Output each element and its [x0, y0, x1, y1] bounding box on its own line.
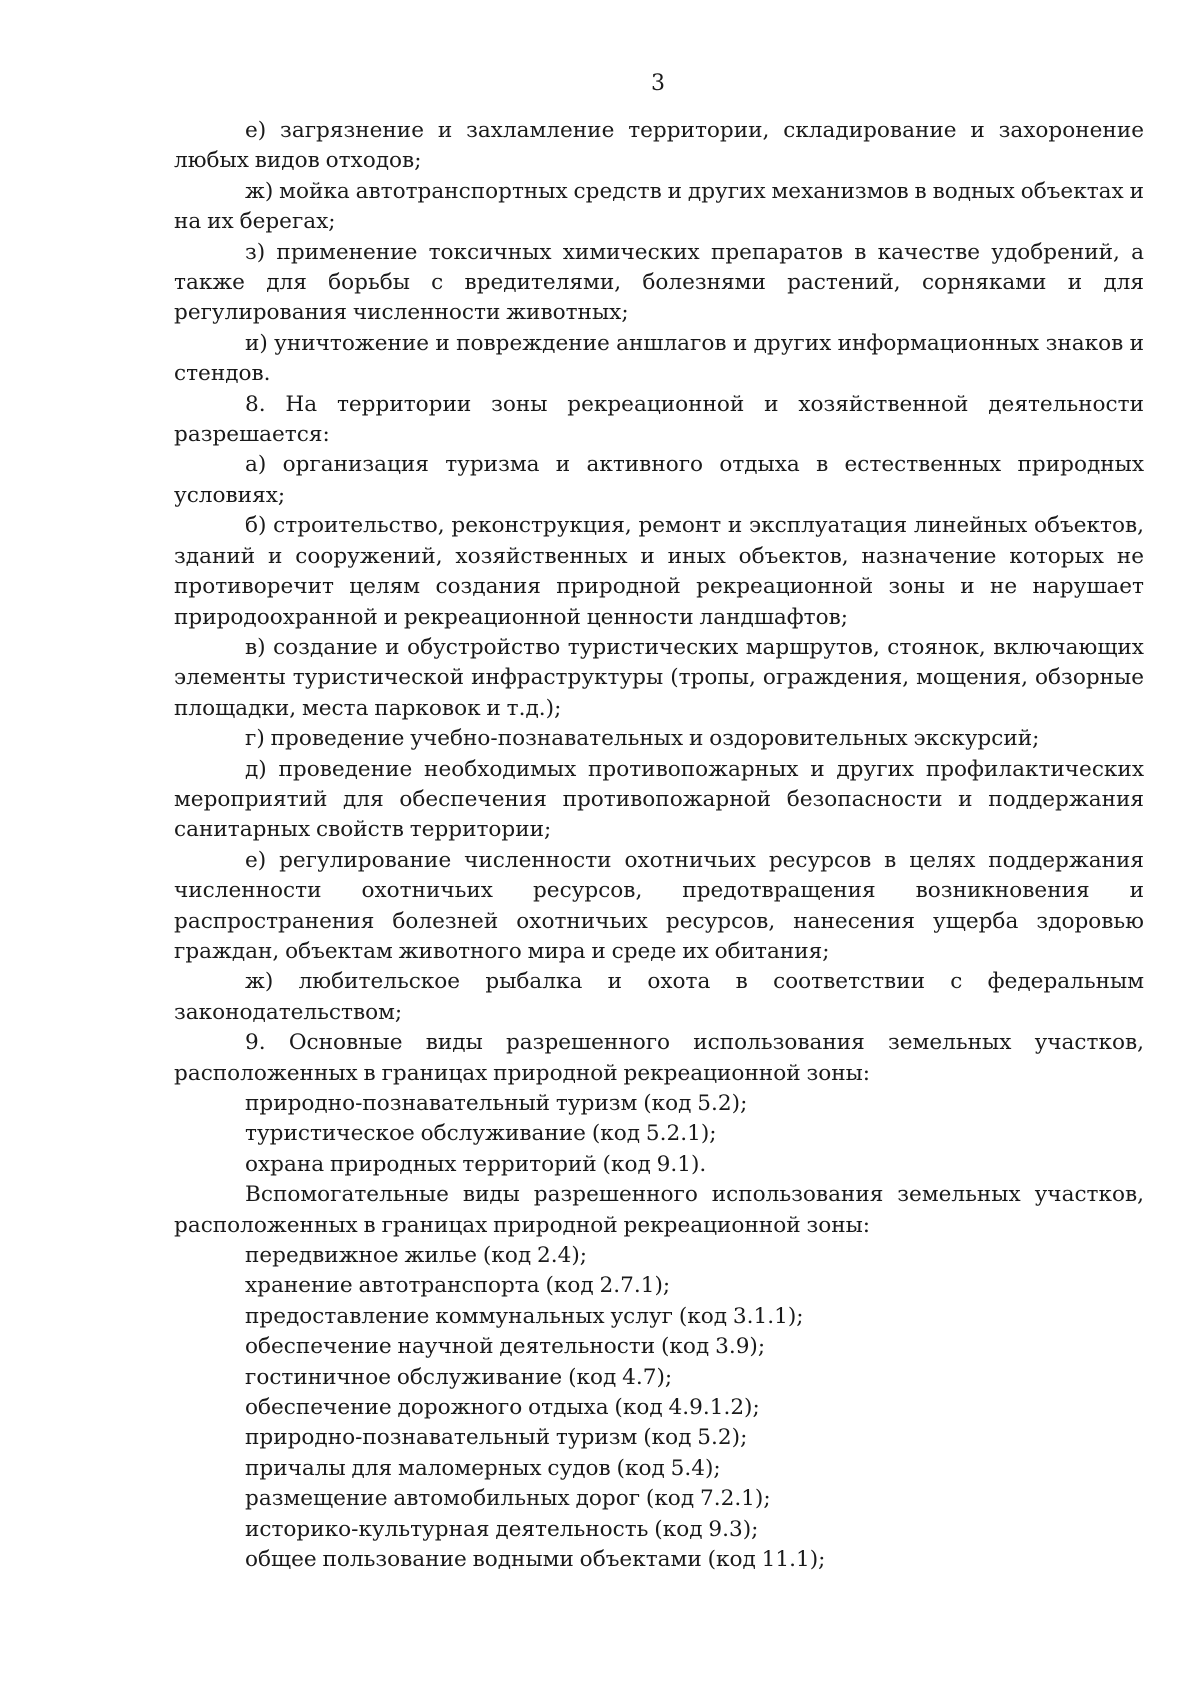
paragraph: з) применение токсичных химических препаратов в качестве удобрений, а также для борьбы с вредителями, болезнями растений, сорняками и для регулирования численности животных; — [174, 239, 1144, 326]
list-item: гостиничное обслуживание (код 4.7); — [245, 1364, 673, 1390]
paragraph: а) организация туризма и активного отдыха в естественных природных условиях; — [174, 452, 1144, 508]
paragraph: б) строительство, реконструкция, ремонт и эксплуатация линейных объектов, зданий и сооружений, хозяйственных и иных объектов, назначение которых не противоречит целям создания природной рекреационной зоны и не нарушает природоохранной и рекреационной ценности ландшафтов; — [174, 513, 1144, 630]
paragraph: в) создание и обустройство туристических маршрутов, стоянок, включающих элементы туристической инфраструктуры (тропы, ограждения, мощения, обзорные площадки, места парковок и т.д.); — [174, 634, 1144, 721]
paragraph: ж) мойка автотранспортных средств и других механизмов в водных объектах и на их берегах; — [174, 178, 1144, 235]
paragraph: д) проведение необходимых противопожарных и других профилактических мероприятий для обеспечения противопожарной безопасности и поддержания санитарных свойств территории; — [174, 756, 1144, 843]
list-item: причалы для маломерных судов (код 5.4); — [245, 1455, 721, 1481]
list-item: природно-познавательный туризм (код 5.2); — [245, 1425, 748, 1451]
list-item: туристическое обслуживание (код 5.2.1); — [245, 1121, 717, 1147]
paragraph: 9. Основные виды разрешенного использования земельных участков, расположенных в границах природной рекреационной зоны: — [174, 1030, 1144, 1086]
page-number: 3 — [651, 71, 665, 96]
list-item: размещение автомобильных дорог (код 7.2.1); — [245, 1486, 771, 1512]
paragraph: Вспомогательные виды разрешенного использования земельных участков, расположенных в границах природной рекреационной зоны: — [174, 1182, 1144, 1238]
document-body — [174, 116, 1144, 1576]
list-item: обеспечение научной деятельности (код 3.9); — [245, 1334, 766, 1360]
list-item: историко-культурная деятельность (код 9.3); — [245, 1516, 759, 1542]
list-item: передвижное жилье (код 2.4); — [245, 1243, 588, 1269]
list-item: обеспечение дорожного отдыха (код 4.9.1.2); — [245, 1395, 760, 1421]
paragraph: ж) любительское рыбалка и охота в соответствии с федеральным законодательством; — [174, 969, 1144, 1025]
list-item: хранение автотранспорта (код 2.7.1); — [245, 1273, 671, 1299]
list-item: природно-познавательный туризм (код 5.2); — [245, 1091, 748, 1116]
paragraph: е) регулирование численности охотничьих ресурсов в целях поддержания численности охотничьих ресурсов, предотвращения возникновения и распространения болезней охотничьих ресурсов, нанесения ущерба здоровью граждан, объектам животного мира и среде их обитания; — [174, 847, 1144, 964]
paragraph: 8. На территории зоны рекреационной и хозяйственной деятельности разрешается: — [174, 391, 1144, 448]
paragraph: и) уничтожение и повреждение аншлагов и других информационных знаков и стендов. — [174, 330, 1144, 387]
paragraph: е) загрязнение и захламление территории, складирование и захоронение любых видов отходов; — [174, 118, 1144, 174]
list-item: г) проведение учебно-познавательных и оздоровительных экскурсий; — [245, 726, 1040, 752]
list-item: предоставление коммунальных услуг (код 3.1.1); — [245, 1303, 804, 1329]
list-item: охрана природных территорий (код 9.1). — [245, 1151, 707, 1177]
list-item: общее пользование водными объектами (код 11.1); — [245, 1547, 826, 1573]
